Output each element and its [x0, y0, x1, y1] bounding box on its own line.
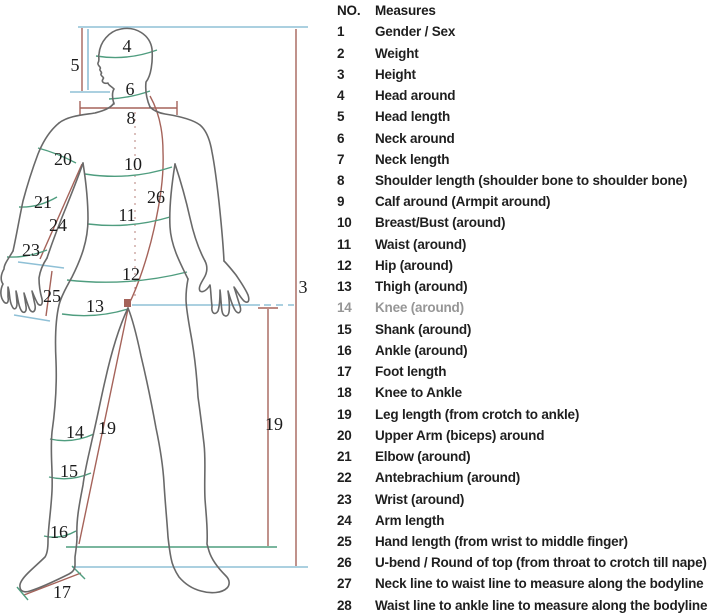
- measure-row: [337, 361, 717, 382]
- figure-number-label: 8: [126, 108, 136, 128]
- measure-label: Shank (around): [375, 321, 472, 337]
- measure-row: [337, 64, 717, 85]
- measure-label: Neck around: [375, 130, 455, 146]
- measure-label: Breast/Bust (around): [375, 215, 506, 231]
- measure-number: 11: [337, 236, 351, 252]
- measure-number: 13: [337, 279, 352, 295]
- figure-number-label: 14: [66, 422, 84, 442]
- measure-label: Wrist (around): [375, 491, 465, 507]
- measure-number: 7: [337, 151, 345, 167]
- measure-row: [337, 276, 717, 297]
- measure-number: 16: [337, 342, 352, 358]
- measure-number: 28: [337, 597, 352, 613]
- figure-number-label: 26: [147, 187, 165, 207]
- measure-row: [337, 255, 717, 276]
- measure-number: 27: [337, 576, 352, 592]
- measure-label: Antebrachium (around): [375, 470, 521, 486]
- measure-label: Calf around (Armpit around): [375, 194, 551, 210]
- figure-number-label: 5: [70, 55, 80, 75]
- measure-number: 14: [337, 300, 352, 316]
- measure-number: 20: [337, 427, 352, 443]
- figure-number-label: 19: [265, 414, 283, 434]
- measure-number: 10: [337, 215, 352, 231]
- measure-number: 1: [337, 24, 345, 40]
- measure-number: 9: [337, 194, 345, 210]
- measure-number: 24: [337, 512, 352, 528]
- figure-number-label: 12: [122, 264, 140, 284]
- figure-number-label: 25: [43, 286, 61, 306]
- measure-row: [337, 340, 717, 361]
- measure-number: 21: [337, 449, 352, 465]
- measure-row: [337, 191, 717, 212]
- figure-number-label: 16: [50, 522, 68, 542]
- figure-number-label: 17: [53, 582, 71, 602]
- measure-number: 15: [337, 321, 352, 337]
- measure-row: [337, 552, 717, 573]
- measure-number: 4: [337, 88, 345, 104]
- measure-label: Shoulder length (shoulder bone to shoulder bone): [375, 172, 688, 188]
- measure-label: Thigh (around): [375, 279, 468, 295]
- measure-row: [337, 297, 717, 318]
- measure-row: [337, 382, 717, 403]
- measure-number: 22: [337, 470, 352, 486]
- measure-row: [337, 467, 717, 488]
- figure-number-label: 19: [98, 418, 116, 438]
- measure-row: [337, 573, 717, 594]
- measure-label: Hip (around): [375, 257, 453, 273]
- measure-number: 18: [337, 385, 352, 401]
- figure-number-label: 4: [122, 36, 132, 56]
- measure-number: 6: [337, 130, 345, 146]
- measure-number: 12: [337, 257, 352, 273]
- figure-number-label: 24: [49, 215, 67, 235]
- figure-number-label: 3: [298, 277, 308, 297]
- figure-number-label: 20: [54, 149, 72, 169]
- measure-label: Hand length (from wrist to middle finger): [375, 533, 628, 549]
- header-measures: Measures: [375, 3, 436, 19]
- measures-rows: [337, 21, 717, 616]
- measure-row: [337, 531, 717, 552]
- measure-number: 23: [337, 491, 352, 507]
- measure-row: [337, 127, 717, 148]
- measure-label: Elbow (around): [375, 449, 471, 465]
- figure-number-label: 10: [124, 154, 142, 174]
- measure-row: [337, 21, 717, 42]
- measure-label: Leg length (from crotch to ankle): [375, 406, 580, 422]
- measure-label: Neck line to waist line to measure along the bodyline: [375, 576, 704, 592]
- measure-row: [337, 42, 717, 63]
- measure-label: Ankle (around): [375, 342, 468, 358]
- measure-label: Arm length: [375, 512, 445, 528]
- measure-label: Weight: [375, 45, 419, 61]
- measure-number: 25: [337, 533, 352, 549]
- measure-number: 5: [337, 109, 345, 125]
- measure-label: Height: [375, 66, 416, 82]
- measure-number: 17: [337, 364, 352, 380]
- measure-row: [337, 403, 717, 424]
- measures-list: [337, 0, 717, 616]
- figure-number-label: 21: [34, 192, 52, 212]
- measure-row: [337, 149, 717, 170]
- measure-row: [337, 488, 717, 509]
- measure-row: [337, 510, 717, 531]
- figure-number-label: 15: [60, 461, 78, 481]
- figure-number-label: 11: [118, 205, 136, 225]
- measure-number: 3: [337, 66, 345, 82]
- figure-number-label: 6: [125, 79, 135, 99]
- measure-label: Waist line to ankle line to measure along the bodyline: [375, 597, 708, 613]
- measure-number: 8: [337, 172, 345, 188]
- measure-row: [337, 319, 717, 340]
- measure-number: 2: [337, 45, 345, 61]
- header-no: NO.: [337, 3, 361, 19]
- measure-row: [337, 234, 717, 255]
- measure-number: 19: [337, 406, 352, 422]
- measure-label: Knee (around): [375, 300, 464, 316]
- figure-number-label: 13: [86, 296, 104, 316]
- measure-row: [337, 425, 717, 446]
- measure-number: 26: [337, 555, 352, 571]
- measure-label: Head length: [375, 109, 451, 125]
- figure-number-label: 23: [22, 240, 40, 260]
- figure-number-labels: [22, 36, 308, 602]
- measure-row: [337, 106, 717, 127]
- measure-label: Knee to Ankle: [375, 385, 462, 401]
- crotch-marker: [124, 299, 131, 307]
- body-diagram-svg: [0, 0, 335, 616]
- measure-row: [337, 595, 717, 616]
- measure-row: [337, 85, 717, 106]
- measure-label: Neck length: [375, 151, 450, 167]
- measure-label: Head around: [375, 88, 456, 104]
- measure-label: Foot length: [375, 364, 447, 380]
- measure-label: Upper Arm (biceps) around: [375, 427, 545, 443]
- measure-row: [337, 170, 717, 191]
- measure-label: U-bend / Round of top (from throat to crotch till nape): [375, 555, 707, 571]
- measure-row: [337, 446, 717, 467]
- measurement-rings-teal: [7, 50, 277, 600]
- measure-label: Gender / Sex: [375, 24, 456, 40]
- measures-header: [337, 0, 717, 21]
- measure-row: [337, 212, 717, 233]
- measure-label: Waist (around): [375, 236, 467, 252]
